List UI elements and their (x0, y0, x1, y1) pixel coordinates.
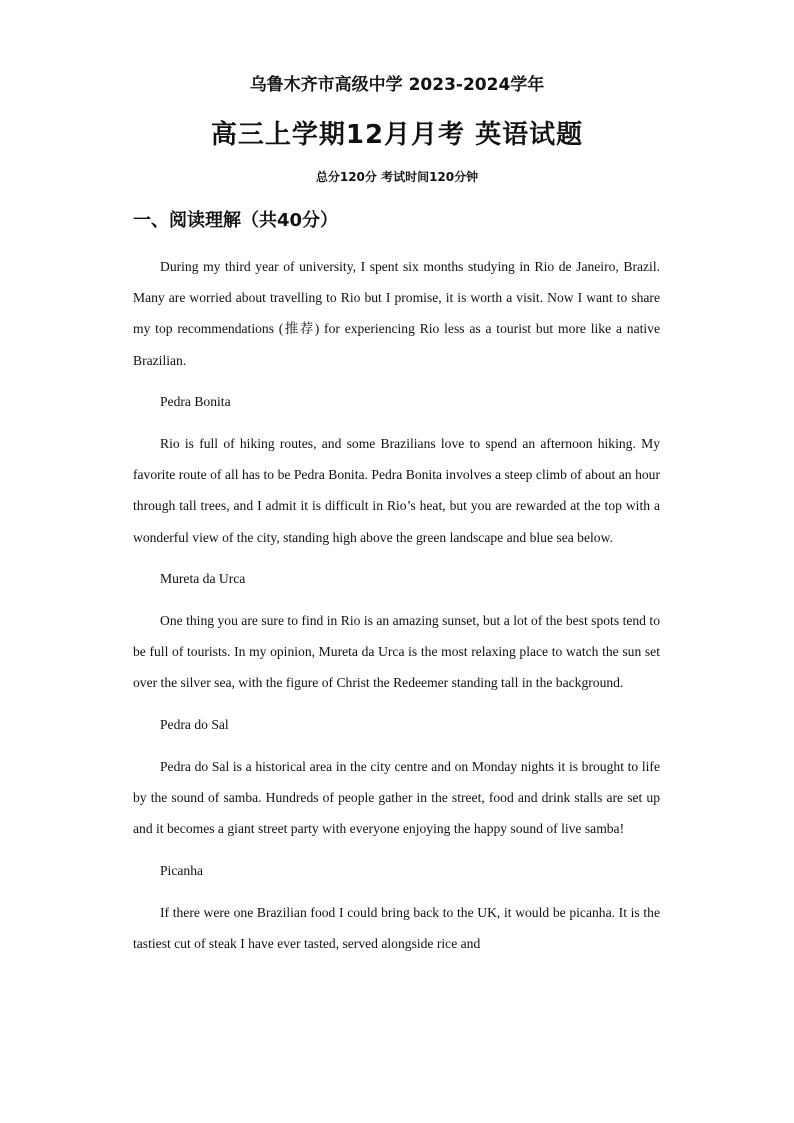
item-paragraph: Rio is full of hiking routes, and some Brazilians love to spend an afternoon hiking. My favorite route of all has to be Pedra Bonita. Pedra Bonita involves a steep climb of about an hour through tall trees, and I admit it is difficult in Rio’s heat, but you are rewarded at the top with a wonderful view of the city, standing high above the green landscape and blue sea below. (133, 436, 660, 545)
section-heading: 一、阅读理解（共40分） (133, 210, 339, 231)
item-paragraph: Pedra do Sal is a historical area in the city centre and on Monday nights it is brought to life by the sound of samba. Hundreds of people gather in the street, food and drink stalls are set up and it becomes a giant street party with everyone enjoying the happy sound of live samba! (133, 758, 660, 837)
item-heading: Mureta da Urca (160, 571, 246, 587)
item-heading: Picanha (160, 862, 204, 878)
intro-paragraph: During my third year of university, I spent six months studying in Rio de Janeiro, Brazil. Many are worried about travelling to Rio but I promise, it is worth a visit. Now I want to share my top recommendations (推荐) for experiencing Rio less as a tourist but more like a native Brazilian. (133, 259, 660, 368)
school-header: 乌鲁木齐市高级中学 2023-2024学年 (249, 75, 545, 95)
exam-title: 高三上学期12月月考 英语试题 (210, 120, 584, 150)
reading-passage (133, 251, 660, 970)
item-heading: Pedra Bonita (160, 394, 231, 410)
exam-info: 总分120分 考试时间120分钟 (315, 170, 479, 184)
item-paragraph: If there were one Brazilian food I could bring back to the UK, it would be picanha. It is the tastiest cut of steak I have ever tasted, served alongside rice and (133, 904, 660, 951)
item-paragraph: One thing you are sure to find in Rio is an amazing sunset, but a lot of the best spots tend to be full of tourists. In my opinion, Mureta da Urca is the most relaxing place to watch the sun set over the silver sea, with the figure of Christ the Redeemer standing tall in the background. (133, 613, 660, 691)
item-heading: Pedra do Sal (160, 717, 229, 733)
